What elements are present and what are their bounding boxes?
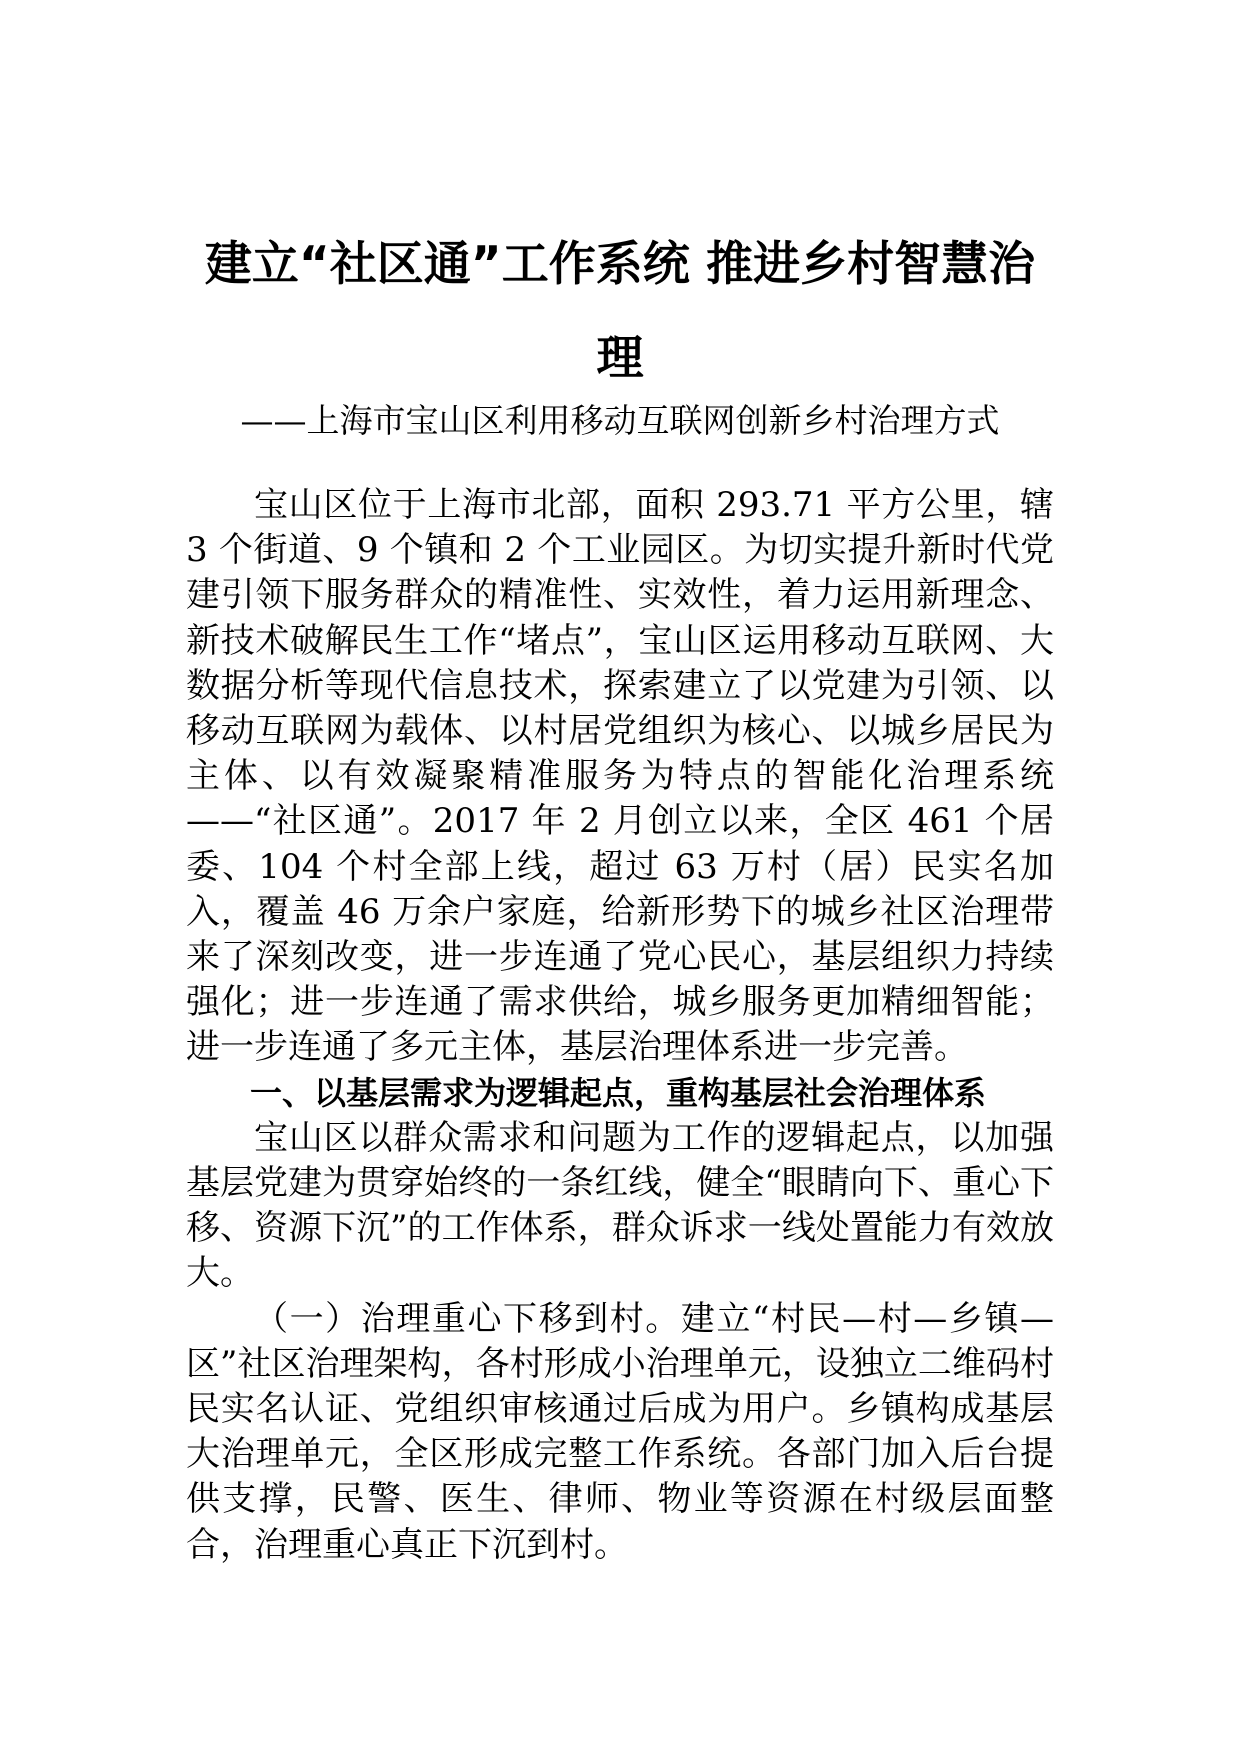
body-paragraph-subsection-1: （一）治理重心下移到村。建立“村民—村—乡镇—区”社区治理架构，各村形成小治理单元，设独立二维码村民实名认证、党组织审核通过后成为用户。乡镇构成基层大治理单元，全区形成完整工作系统。各部门加入后台提供支撑，民警、医生、律师、物业等资源在村级层面整合，治理重心真正下沉到村。 (186, 1298, 1054, 1565)
body-paragraph-intro: 宝山区位于上海市北部，面积 293.71 平方公里，辖 3 个街道、9 个镇和 2 个工业园区。为切实提升新时代党建引领下服务群众的精准性、实效性，着力运用新理念、新技术破解民生工作“堵点”，宝山区运用移动互联网、大数据分析等现代信息技术，探索建立了以党建为引领、以移动互联网为载体、以村居党组织为核心、以城乡居民为主体、以有效凝聚精准服务为特点的智能化治理系统——“社区通”。2017 年 2 月创立以来，全区 461 个居委、104 个村全部上线，超过 63 万村（居）民实名加入，覆盖 46 万余户家庭，给新形势下的城乡社区治理带来了深刻改变，进一步连通了党心民心，基层组织力持续强化；进一步连通了需求供给，城乡服务更加精细智能；进一步连通了多元主体，基层治理体系进一步完善。 (186, 485, 1054, 1068)
body-paragraph-section-1: 宝山区以群众需求和问题为工作的逻辑起点，以加强基层党建为贯穿始终的一条红线，健全“眼睛向下、重心下移、资源下沉”的工作体系，群众诉求一线处置能力有效放大。 (186, 1117, 1054, 1294)
document-title: 建立“社区通”工作系统 推进乡村智慧治理 (204, 237, 1036, 386)
document-body (186, 483, 1054, 1568)
section-heading-1: 一、以基层需求为逻辑起点，重构基层社会治理体系 (250, 1073, 987, 1112)
document-subtitle: ——上海市宝山区利用移动互联网创新乡村治理方式 (240, 401, 1000, 440)
